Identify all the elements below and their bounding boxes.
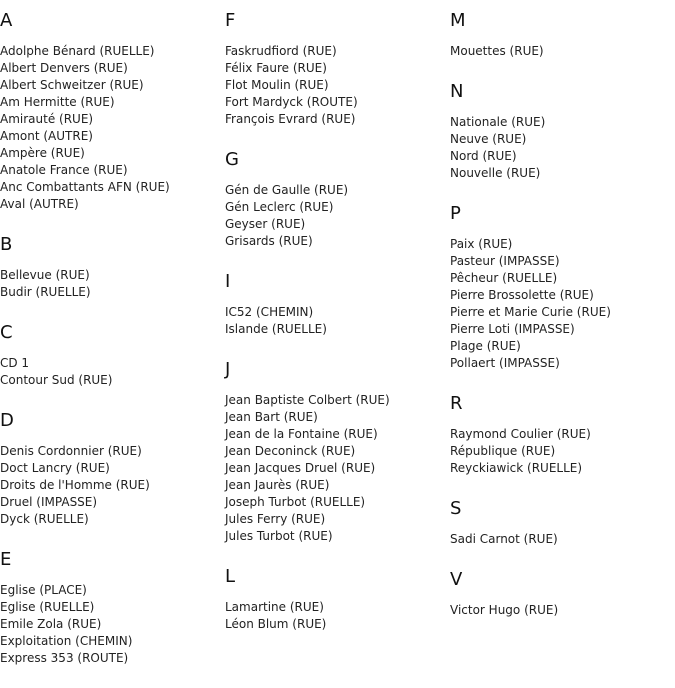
street-link[interactable]: Paix (RUE): [450, 237, 513, 251]
letter-section: [450, 567, 675, 619]
street-link[interactable]: Anatole France (RUE): [0, 163, 128, 177]
letter-section: [225, 564, 450, 633]
street-link[interactable]: Contour Sud (RUE): [0, 373, 113, 387]
street-link[interactable]: Pollaert (IMPASSE): [450, 356, 560, 370]
letter-section: [225, 357, 450, 545]
street-link[interactable]: Joseph Turbot (RUELLE): [225, 495, 366, 509]
section-letter-heading: B: [0, 234, 13, 255]
street-link[interactable]: Pierre et Marie Curie (RUE): [450, 305, 611, 319]
letter-section: [0, 8, 225, 213]
section-letter-heading: V: [450, 569, 463, 590]
street-link[interactable]: Pêcheur (RUELLE): [450, 271, 558, 285]
street-link[interactable]: Emile Zola (RUE): [0, 617, 102, 631]
street-link[interactable]: Neuve (RUE): [450, 132, 527, 146]
section-letter-heading: S: [450, 498, 462, 519]
street-link[interactable]: Gén Leclerc (RUE): [225, 200, 334, 214]
street-link[interactable]: Amont (AUTRE): [0, 129, 93, 143]
section-letter-heading: A: [0, 10, 13, 31]
street-link[interactable]: Jean Baptiste Colbert (RUE): [225, 393, 390, 407]
street-link[interactable]: Amirauté (RUE): [0, 112, 94, 126]
street-link[interactable]: Druel (IMPASSE): [0, 495, 98, 509]
street-link[interactable]: Doct Lancry (RUE): [0, 461, 110, 475]
section-letter-heading: E: [0, 549, 12, 570]
street-link[interactable]: Faskrudfiord (RUE): [225, 44, 337, 58]
street-link[interactable]: Denis Cordonnier (RUE): [0, 444, 142, 458]
street-index-column-1: [0, 8, 225, 686]
street-link[interactable]: Geyser (RUE): [225, 217, 306, 231]
street-link[interactable]: Raymond Coulier (RUE): [450, 427, 591, 441]
letter-section: [450, 8, 675, 60]
section-letter-heading: P: [450, 203, 461, 224]
section-letter-heading: M: [450, 10, 466, 31]
letter-section: [225, 269, 450, 338]
letter-section: [450, 201, 675, 372]
letter-section: [450, 496, 675, 548]
street-link[interactable]: Express 353 (ROUTE): [0, 651, 129, 665]
street-index-column-3: [450, 8, 675, 638]
section-letter-heading: I: [225, 271, 231, 292]
section-letter-heading: N: [450, 81, 464, 102]
street-link[interactable]: Ampère (RUE): [0, 146, 85, 160]
street-link[interactable]: Albert Schweitzer (RUE): [0, 78, 144, 92]
street-link[interactable]: Jean Bart (RUE): [225, 410, 318, 424]
street-link[interactable]: Nationale (RUE): [450, 115, 546, 129]
letter-section: [0, 547, 225, 667]
letter-section: [450, 391, 675, 477]
letter-section: [0, 320, 225, 389]
section-letter-heading: L: [225, 566, 236, 587]
street-link[interactable]: Anc Combattants AFN (RUE): [0, 180, 170, 194]
street-link[interactable]: Gén de Gaulle (RUE): [225, 183, 349, 197]
section-letter-heading: J: [225, 359, 231, 380]
street-link[interactable]: Aval (AUTRE): [0, 197, 79, 211]
section-letter-heading: F: [225, 10, 236, 31]
section-letter-heading: G: [225, 149, 239, 170]
street-link[interactable]: Eglise (RUELLE): [0, 600, 95, 614]
street-link[interactable]: Eglise (PLACE): [0, 583, 87, 597]
street-link[interactable]: Albert Denvers (RUE): [0, 61, 128, 75]
section-letter-heading: R: [450, 393, 463, 414]
section-letter-heading: C: [0, 322, 13, 343]
street-link[interactable]: Victor Hugo (RUE): [450, 603, 559, 617]
street-link[interactable]: Grisards (RUE): [225, 234, 313, 248]
letter-section: [450, 79, 675, 182]
street-link[interactable]: Droits de l'Homme (RUE): [0, 478, 150, 492]
street-link[interactable]: Exploitation (CHEMIN): [0, 634, 133, 648]
street-link[interactable]: Nord (RUE): [450, 149, 517, 163]
street-link[interactable]: Pierre Loti (IMPASSE): [450, 322, 575, 336]
street-link[interactable]: République (RUE): [450, 444, 556, 458]
street-link[interactable]: Adolphe Bénard (RUELLE): [0, 44, 155, 58]
street-link[interactable]: Félix Faure (RUE): [225, 61, 327, 75]
street-link[interactable]: Jean Jaurès (RUE): [225, 478, 330, 492]
letter-section: [0, 232, 225, 301]
street-link[interactable]: Am Hermitte (RUE): [0, 95, 115, 109]
street-link[interactable]: Lamartine (RUE): [225, 600, 324, 614]
street-index-column-2: [225, 8, 450, 652]
street-link[interactable]: Mouettes (RUE): [450, 44, 544, 58]
street-link[interactable]: Nouvelle (RUE): [450, 166, 541, 180]
street-link[interactable]: François Evrard (RUE): [225, 112, 356, 126]
street-link[interactable]: Léon Blum (RUE): [225, 617, 327, 631]
street-link[interactable]: Islande (RUELLE): [225, 322, 327, 336]
street-link[interactable]: Plage (RUE): [450, 339, 521, 353]
street-link[interactable]: Flot Moulin (RUE): [225, 78, 329, 92]
street-link[interactable]: Pasteur (IMPASSE): [450, 254, 560, 268]
street-link[interactable]: Jean Deconinck (RUE): [225, 444, 356, 458]
street-link[interactable]: Jean Jacques Druel (RUE): [225, 461, 376, 475]
street-link[interactable]: Budir (RUELLE): [0, 285, 91, 299]
street-link[interactable]: IC52 (CHEMIN): [225, 305, 314, 319]
street-link[interactable]: Pierre Brossolette (RUE): [450, 288, 594, 302]
street-link[interactable]: Sadi Carnot (RUE): [450, 532, 558, 546]
letter-section: [225, 8, 450, 128]
street-link[interactable]: CD 1: [0, 356, 30, 370]
street-link[interactable]: Reyckiawick (RUELLE): [450, 461, 583, 475]
letter-section: [0, 408, 225, 528]
street-link[interactable]: Jules Turbot (RUE): [225, 529, 333, 543]
section-letter-heading: D: [0, 410, 14, 431]
street-link[interactable]: Dyck (RUELLE): [0, 512, 89, 526]
street-link[interactable]: Fort Mardyck (ROUTE): [225, 95, 358, 109]
letter-section: [225, 147, 450, 250]
street-link[interactable]: Jean de la Fontaine (RUE): [225, 427, 378, 441]
street-link[interactable]: Bellevue (RUE): [0, 268, 90, 282]
street-link[interactable]: Jules Ferry (RUE): [225, 512, 326, 526]
